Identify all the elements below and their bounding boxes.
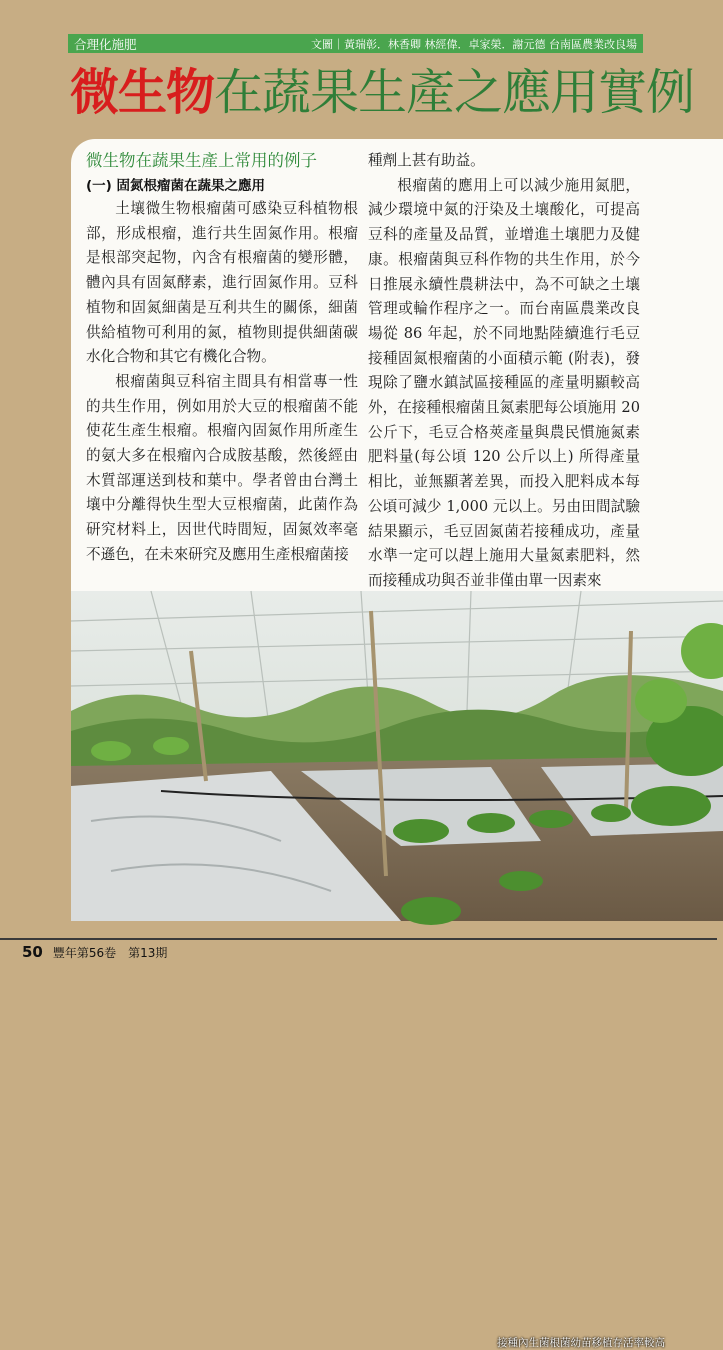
section-heading: 微生物在蔬果生產上常用的例子: [86, 151, 317, 170]
title-green-part: 在蔬果生產之應用實例: [214, 64, 695, 121]
header-bar: [68, 34, 643, 53]
title-red-part: 微生物: [70, 64, 215, 121]
issue-info: 豐年第56卷 第13期: [52, 946, 168, 960]
paragraph: 根瘤菌的應用上可以減少施用氮肥，減少環境中氮的汙染及土壤酸化，可提高豆科的產量及品質，並增進土壤肥力及健康。根瘤菌與豆科作物的共生作用，於今日推展永續性農耕法中，為不可缺之土壤管理或輪作程序之一。而台南區農業改良場從 86 年起，於不同地點陸續進行毛豆接種固氮根瘤菌的小面積示範 (附表)，發現除了鹽水鎮試區接種區的產量明顯較高外，在接種根瘤菌且氮素肥每公頃施用 20 公斤下，毛豆合格莢產量與農民慣施氮素肥料量(每公頃 120 公斤以上) 所得產量相比，並無顯著差異，而投入肥料成本每公頃可減少 1,000 元以上。另由田間試驗結果顯示，毛豆固氮菌若接種成功，產量水準一定可以趕上施用大量氮素肥料，然而接種成功與否並非僅由單一因素來: [368, 176, 640, 589]
footer: [22, 943, 167, 961]
paragraph-continuation: 種劑上甚有助益。: [368, 152, 485, 169]
photo-caption: 接種內生菌根菌幼苗移植存活率較高: [497, 1337, 665, 1349]
sub-heading: (一) 固氮根瘤菌在蔬果之應用: [86, 178, 266, 194]
section-tag: 合理化施肥: [74, 36, 137, 52]
article-title: [70, 60, 695, 130]
left-column: [86, 149, 358, 568]
page-number: 50: [22, 943, 43, 961]
footer-divider: [0, 938, 717, 940]
paragraph: 根瘤菌與豆科宿主間具有相當專一性的共生作用，例如用於大豆的根瘤菌不能使花生產生根瘤。根瘤內固氮作用所產生的氨大多在根瘤內合成胺基酸，然後經由木質部運送到枝和葉中。學者曾由台灣土壤中分離得快生型大豆根瘤菌，此菌作為研究材料上，因世代時間短，固氮效率毫不遜色，在未來研究及應用生產根瘤菌接: [86, 372, 358, 563]
paragraph: 土壤微生物根瘤菌可感染豆科植物根部，形成根瘤，進行共生固氮作用。根瘤是根部突起物，內含有根瘤菌的變形體，體內具有固氮酵素，進行固氮作用。豆科植物和固氮細菌是互利共生的關係，細菌供給植物可利用的氮，植物則提供細菌碳水化合物和其它有機化合物。: [86, 200, 358, 366]
byline: 文圖｜黃瑞彰．林香卿 林經偉．卓家榮．謝元德 台南區農業改良場: [311, 37, 637, 51]
right-column: [368, 149, 640, 594]
